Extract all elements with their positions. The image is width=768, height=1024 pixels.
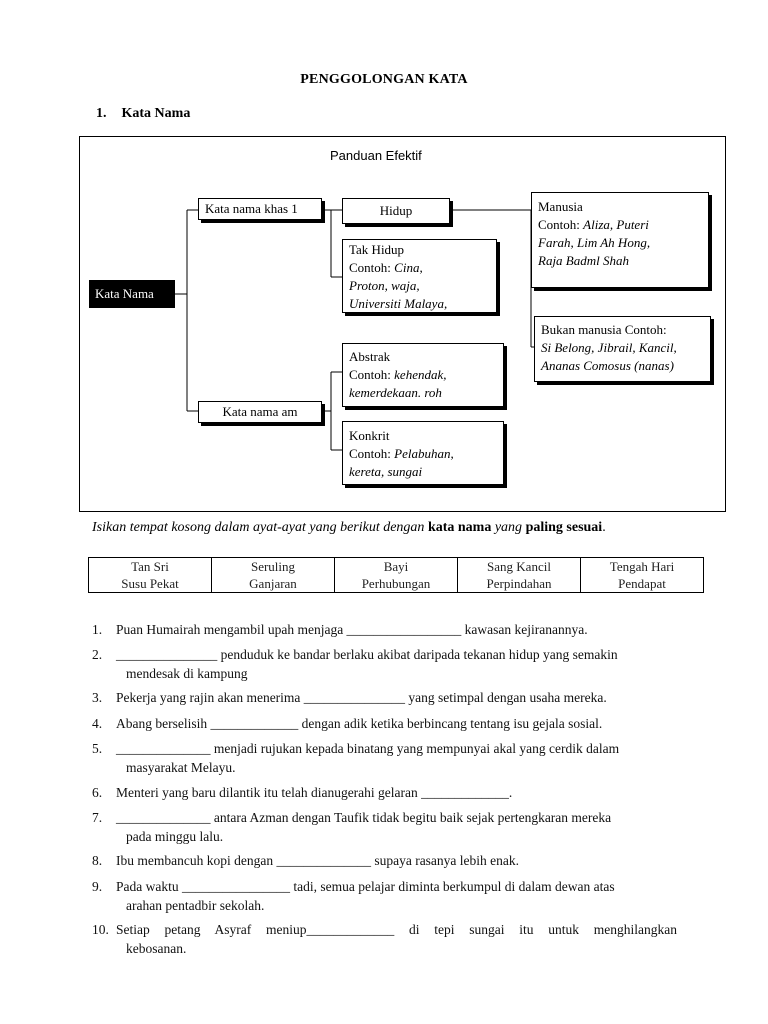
bukan-manusia-example-2: Ananas Comosus (nanas) xyxy=(541,358,674,373)
instruction-text xyxy=(92,520,606,536)
word-tan-sri: Tan Sri xyxy=(131,559,169,574)
question-text-continued: masyarakat Melayu. xyxy=(126,760,236,775)
word-susu-pekat: Susu Pekat xyxy=(121,576,179,591)
list-item xyxy=(92,714,677,733)
question-number: 10. xyxy=(92,922,109,937)
abstrak-example-2: kemerdekaan. roh xyxy=(349,385,442,400)
list-item xyxy=(92,620,677,639)
node-kata-nama-am-label: Kata nama am xyxy=(222,404,298,419)
instruction-bold-1: kata nama xyxy=(427,520,492,535)
word-sang-kancil: Sang Kancil xyxy=(487,559,551,574)
konkrit-label: Konkrit xyxy=(349,428,390,443)
tak-hidup-prefix: Contoh: xyxy=(349,260,391,275)
list-item xyxy=(92,739,677,777)
word-cell xyxy=(581,558,704,593)
table-row xyxy=(89,558,704,593)
question-text: Pekerja yang rajin akan menerima _______________ yang setimpal dengan usaha mereka. xyxy=(116,690,607,705)
question-text: ______________ antara Azman dengan Taufik tidak begitu baik sejak pertengkaran mereka xyxy=(116,810,612,825)
word-bank-table xyxy=(88,557,704,593)
question-text-continued: kebosanan. xyxy=(126,941,187,956)
question-text: Puan Humairah mengambil upah menjaga _________________ kawasan kejiranannya. xyxy=(116,622,588,637)
tak-hidup-example-1: Cina, xyxy=(394,260,423,275)
list-item xyxy=(92,645,677,683)
list-item xyxy=(92,808,677,846)
instruction-part-2: yang xyxy=(491,520,526,535)
node-kata-nama-khas-label: Kata nama khas 1 xyxy=(205,201,298,216)
node-kata-nama-khas xyxy=(198,198,322,220)
node-bukan-manusia xyxy=(534,316,711,382)
node-hidup xyxy=(342,198,450,224)
question-text: Ibu membancuh kopi dengan ______________ supaya rasanya lebih enak. xyxy=(116,853,520,868)
word-cell xyxy=(335,558,458,593)
word-seruling: Seruling xyxy=(250,559,296,574)
question-number: 2. xyxy=(92,647,103,662)
question-number: 6. xyxy=(92,785,103,800)
section-title: Kata Nama xyxy=(121,106,191,121)
question-number: 4. xyxy=(92,716,103,731)
instruction-part-3: . xyxy=(602,520,606,535)
question-text: Setiap petang Asyraf meniup_____________ di tepi sungai itu untuk menghilangkan xyxy=(116,922,677,937)
manusia-label: Manusia xyxy=(538,199,583,214)
question-text: Abang berselisih _____________ dengan adik ketika berbincang tentang isu gejala sosial. xyxy=(116,716,603,731)
section-number: 1. xyxy=(96,106,107,121)
word-ganjaran: Ganjaran xyxy=(249,576,297,591)
question-number: 1. xyxy=(92,622,103,637)
list-item xyxy=(92,877,677,915)
word-tengah-hari: Tengah Hari xyxy=(609,559,675,574)
word-perhubungan: Perhubungan xyxy=(361,576,431,591)
word-pendapat: Pendapat xyxy=(618,576,666,591)
manusia-example-2: Farah, Lim Ah Hong, xyxy=(538,235,651,250)
manusia-example-1: Aliza, Puteri xyxy=(583,217,649,232)
bukan-manusia-label: Bukan manusia Contoh: xyxy=(541,322,667,337)
tak-hidup-example-3: Universiti Malaya, xyxy=(349,296,448,311)
tak-hidup-example-2: Proton, waja, xyxy=(349,278,420,293)
manusia-prefix: Contoh: xyxy=(538,217,580,232)
word-perpindahan: Perpindahan xyxy=(486,576,552,591)
konkrit-prefix: Contoh: xyxy=(349,446,391,461)
instruction-bold-2: paling sesuai xyxy=(525,520,603,535)
instruction-part-1: Isikan tempat kosong dalam ayat-ayat yang berikut dengan xyxy=(92,520,428,535)
question-text: Pada waktu ________________ tadi, semua pelajar diminta berkumpul di dalam dewan atas xyxy=(116,879,615,894)
diagram-title: Panduan Efektif xyxy=(330,148,422,163)
page-title: PENGGOLONGAN KATA xyxy=(300,72,468,87)
abstrak-example-1: kehendak, xyxy=(394,367,447,382)
question-text: Menteri yang baru dilantik itu telah dianugerahi gelaran _____________. xyxy=(116,785,513,800)
question-text: _______________ penduduk ke bandar berlaku akibat daripada tekanan hidup yang semakin xyxy=(116,647,618,662)
section-heading xyxy=(96,106,190,122)
list-item xyxy=(92,851,677,870)
abstrak-prefix: Contoh: xyxy=(349,367,391,382)
node-manusia xyxy=(531,192,709,288)
word-cell xyxy=(89,558,212,593)
node-hidup-label: Hidup xyxy=(379,203,413,218)
word-cell xyxy=(458,558,581,593)
abstrak-label: Abstrak xyxy=(349,349,391,364)
question-number: 7. xyxy=(92,810,103,825)
question-text-continued: arahan pentadbir sekolah. xyxy=(126,898,265,913)
question-number: 3. xyxy=(92,690,103,705)
word-cell xyxy=(212,558,335,593)
konkrit-example-1: Pelabuhan, xyxy=(394,446,454,461)
node-kata-nama: Kata Nama xyxy=(89,280,175,308)
question-number: 9. xyxy=(92,879,103,894)
question-text-continued: pada minggu lalu. xyxy=(126,829,224,844)
question-number: 8. xyxy=(92,853,103,868)
question-text-continued: mendesak di kampung xyxy=(126,666,248,681)
node-konkrit xyxy=(342,421,504,485)
node-abstrak xyxy=(342,343,504,407)
bukan-manusia-example-1: Si Belong, Jibrail, Kancil, xyxy=(541,340,677,355)
list-item xyxy=(92,783,677,802)
word-bayi: Bayi xyxy=(383,559,409,574)
question-text: ______________ menjadi rujukan kepada binatang yang mempunyai akal yang cerdik dalam xyxy=(116,741,620,756)
tak-hidup-label: Tak Hidup xyxy=(349,242,405,257)
question-number: 5. xyxy=(92,741,103,756)
node-tak-hidup xyxy=(342,239,497,313)
node-kata-nama-am xyxy=(198,401,322,423)
konkrit-example-2: kereta, sungai xyxy=(349,464,423,479)
list-item xyxy=(92,920,677,958)
list-item xyxy=(92,688,677,707)
manusia-example-3: Raja Badml Shah xyxy=(538,253,629,268)
